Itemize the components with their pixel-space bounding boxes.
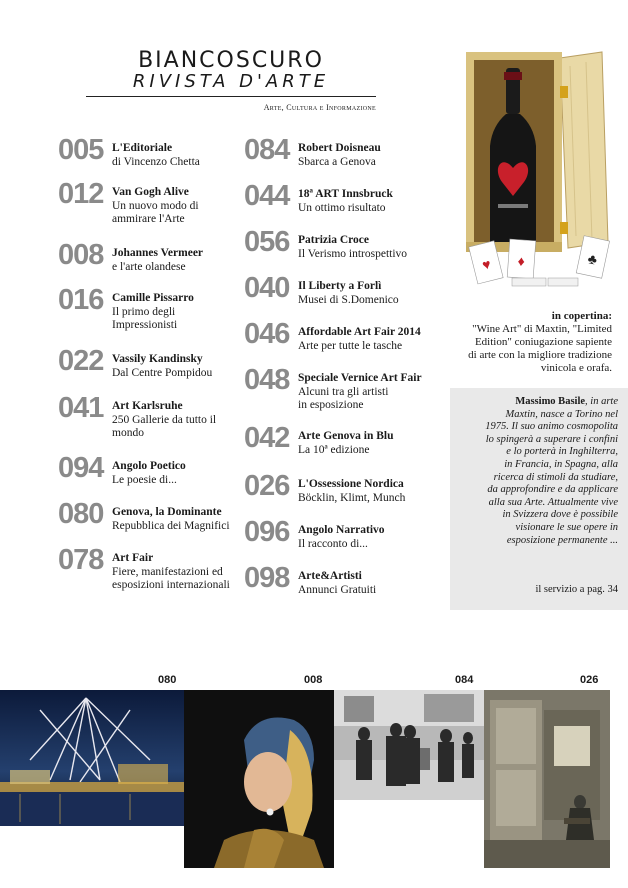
genova-harbour-photo[interactable] <box>0 690 184 826</box>
toc-entry[interactable] <box>58 454 186 487</box>
article-title: L'Editoriale <box>112 142 173 154</box>
article-subtitle: Böcklin, Klimt, Munch <box>298 491 406 504</box>
article-subtitle: Musei di S.Domenico <box>298 293 399 306</box>
article-title: Arte Genova in Blu <box>298 430 394 442</box>
cover-caption-line: vinicola e orafa. <box>540 362 612 374</box>
page-number: 008 <box>58 239 104 271</box>
photo-label: 026 <box>580 674 599 686</box>
magazine-subtitle: RIVISTA D'ARTE <box>132 71 330 92</box>
page-number: 080 <box>58 498 104 530</box>
bio-line: in Svizzera dove è possibile <box>502 509 618 521</box>
masthead-rule <box>86 96 376 97</box>
page-number: 098 <box>244 562 290 594</box>
article-subtitle: La 10ª edizione <box>298 443 370 456</box>
bio-line: alla sua Arte. Attualmente vive <box>488 496 618 508</box>
article-title: Speciale Vernice Art Fair <box>298 372 422 384</box>
bio-line: ricerca di stimoli da studiare, <box>493 471 618 483</box>
article-subtitle: mondo <box>112 427 144 439</box>
article-title: Camille Pissarro <box>112 292 194 304</box>
masthead <box>86 50 376 112</box>
article-title: Vassily Kandinsky <box>112 353 203 365</box>
article-title: Robert Doisneau <box>298 142 381 154</box>
article-subtitle: Alcuni tra gli artisti <box>298 385 389 398</box>
article-subtitle: Un ottimo risultato <box>298 201 386 214</box>
article-subtitle: Il racconto di... <box>298 537 368 550</box>
article-title: Van Gogh Alive <box>112 186 189 198</box>
article-subtitle: e l'arte olandese <box>112 260 186 273</box>
toc-entry[interactable] <box>58 500 230 533</box>
toc-entry[interactable] <box>58 241 203 274</box>
cover-wine-bottle-image <box>452 46 612 296</box>
cover-caption <box>440 310 612 375</box>
article-title: Patrizia Croce <box>298 234 369 246</box>
toc-entry[interactable] <box>58 394 216 441</box>
page-number: 016 <box>58 284 104 316</box>
toc-entry[interactable] <box>58 347 212 380</box>
bio-line: e lo porterà in Inghilterra, <box>506 446 618 458</box>
article-subtitle: Arte per tutte le tasche <box>298 339 403 352</box>
bio-line: da approfondire e da applicare <box>487 484 618 496</box>
page-number: 096 <box>244 516 290 548</box>
toc-entry[interactable] <box>244 366 422 413</box>
article-subtitle: Fiere, manifestazioni ed <box>112 565 223 578</box>
toc-entry[interactable] <box>244 320 421 353</box>
article-subtitle: Repubblica dei Magnifici <box>112 519 230 532</box>
article-subtitle: di Vincenzo Chetta <box>112 155 200 168</box>
page-number: 084 <box>244 134 290 166</box>
page-number: 041 <box>58 392 104 424</box>
magazine-title: BIANCOSCURO <box>138 48 324 73</box>
toc-entry[interactable] <box>244 136 381 169</box>
article-title: Il Liberty a Forlì <box>298 280 382 292</box>
photo-label: 080 <box>158 674 177 686</box>
article-subtitle: in esposizione <box>298 399 364 411</box>
cover-caption-line: di arte con la migliore tradizione <box>468 349 612 361</box>
article-title: Art Karlsruhe <box>112 400 183 412</box>
article-subtitle: Annunci Gratuiti <box>298 583 377 596</box>
toc-entry[interactable] <box>244 472 405 505</box>
toc-entry[interactable] <box>58 286 194 333</box>
article-subtitle: Dal Centre Pompidou <box>112 366 213 379</box>
interior-painting-photo[interactable] <box>484 690 610 868</box>
page-number: 044 <box>244 180 290 212</box>
article-title: Genova, la Dominante <box>112 506 222 518</box>
toc-entry[interactable] <box>58 546 230 593</box>
article-title: L'Ossessione Nordica <box>298 478 404 490</box>
svg-text:♥: ♥ <box>480 257 493 275</box>
article-subtitle: Il Verismo introspettivo <box>298 247 408 260</box>
article-subtitle: Un nuovo modo di <box>112 199 199 212</box>
page-number: 005 <box>58 134 104 166</box>
cover-caption-heading: in copertina: <box>551 310 612 322</box>
article-page-reference[interactable]: il servizio a pag. 34 <box>535 584 618 595</box>
toc-entry[interactable] <box>244 518 385 551</box>
artist-bio-text <box>462 396 618 547</box>
toc-entry[interactable] <box>244 228 407 261</box>
article-title: Angolo Poetico <box>112 460 186 472</box>
vermeer-painting-photo[interactable] <box>184 690 334 868</box>
photo-label: 008 <box>304 674 323 686</box>
article-title: Affordable Art Fair 2014 <box>298 326 421 338</box>
article-subtitle: 250 Gallerie da tutto il <box>112 413 217 426</box>
doisneau-photo[interactable] <box>334 690 484 800</box>
article-title: Johannes Vermeer <box>112 247 204 259</box>
article-subtitle: Il primo degli <box>112 305 176 318</box>
article-title: 18ª ART Innsbruck <box>298 188 393 200</box>
magazine-tagline: Arte, Cultura e Informazione <box>263 103 376 112</box>
article-subtitle: Impressionisti <box>112 319 178 331</box>
svg-text:♦: ♦ <box>517 254 526 271</box>
page-number: 042 <box>244 422 290 454</box>
bio-line: visionare le sue opere in <box>515 521 618 533</box>
cover-caption-line: Edition" coniugazione sapiente <box>474 336 612 348</box>
bio-line: lo spingerà a superare i confini <box>485 433 618 445</box>
page-number: 040 <box>244 272 290 304</box>
page-number: 048 <box>244 364 290 396</box>
article-subtitle: Le poesie di... <box>112 473 177 486</box>
toc-entry[interactable] <box>244 564 376 597</box>
toc-entry[interactable] <box>244 424 394 457</box>
page-number: 078 <box>58 544 104 576</box>
article-subtitle: ammirare l'Arte <box>112 213 185 225</box>
page-number: 094 <box>58 452 104 484</box>
article-subtitle: Sbarca a Genova <box>298 155 376 168</box>
photo-label: 084 <box>455 674 474 686</box>
page-number: 022 <box>58 345 104 377</box>
toc-entry[interactable] <box>58 136 200 169</box>
article-subtitle: esposizioni internazionali <box>112 579 230 591</box>
svg-text:♣: ♣ <box>586 252 599 269</box>
article-title: Arte&Artisti <box>298 570 362 582</box>
toc-entry[interactable] <box>244 274 399 307</box>
page-number: 046 <box>244 318 290 350</box>
toc-entry[interactable] <box>244 182 393 215</box>
article-title: Art Fair <box>112 552 154 564</box>
page-number: 026 <box>244 470 290 502</box>
page-number: 012 <box>58 178 104 210</box>
cover-caption-line: "Wine Art" di Maxtin, "Limited <box>472 323 612 335</box>
bio-line: , in arte <box>585 396 618 407</box>
artist-name: Massimo Basile <box>515 396 586 407</box>
article-title: Angolo Narrativo <box>298 524 385 536</box>
bio-line: Maxtin, nasce a Torino nel <box>505 408 618 420</box>
bio-line: in Francia, in Spagna, alla <box>504 458 618 470</box>
artist-bio-box <box>450 388 628 610</box>
bio-line: esposizione permanente ... <box>506 534 618 546</box>
toc-entry[interactable] <box>58 180 199 227</box>
page-number: 056 <box>244 226 290 258</box>
bio-line: 1975. Il suo animo cosmopolita <box>485 421 618 433</box>
